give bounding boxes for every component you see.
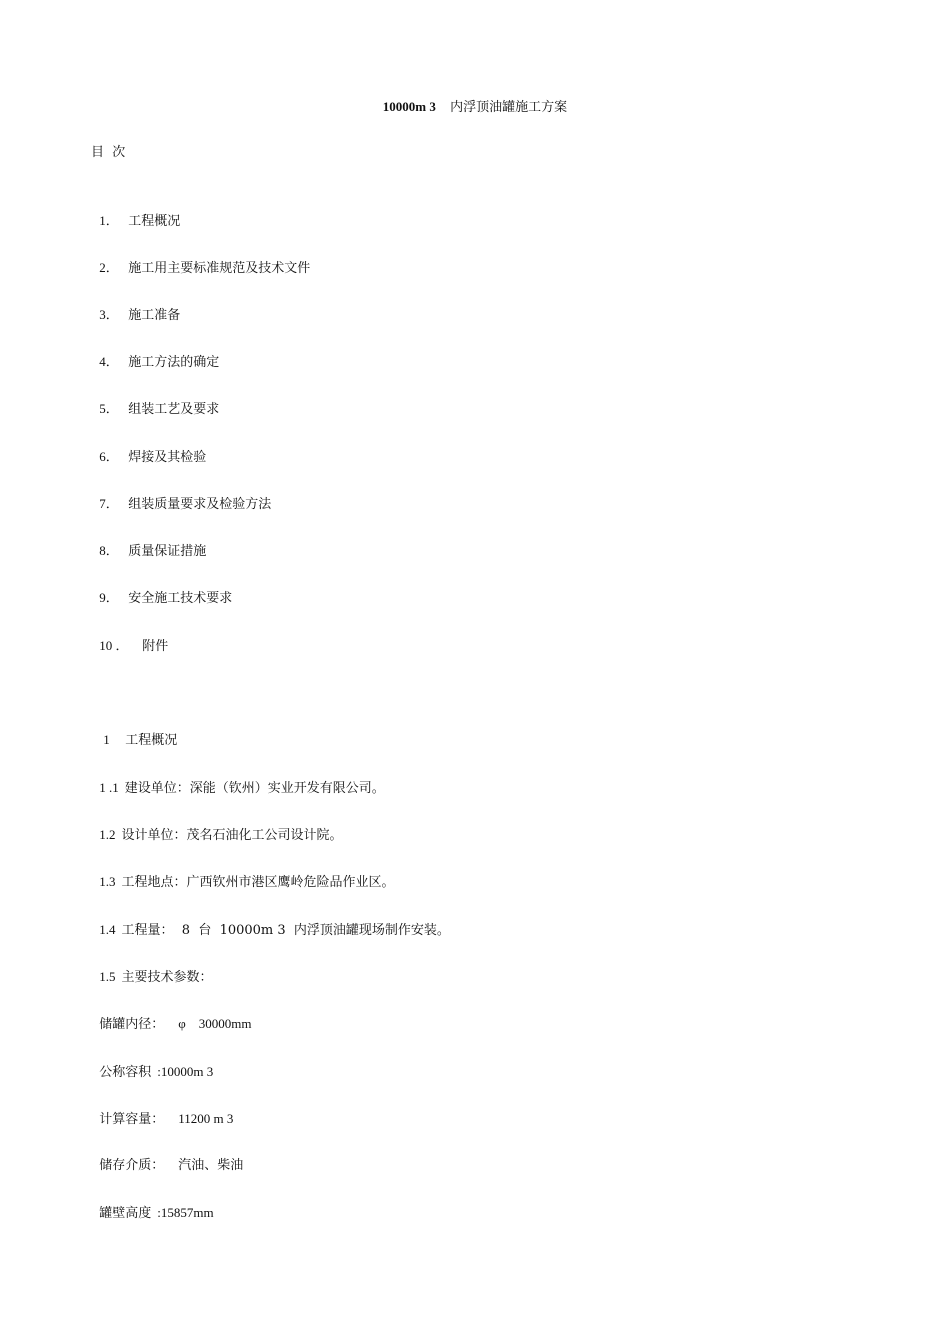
parameter-row (91, 994, 252, 1035)
toc-item-number: 7． (99, 496, 119, 511)
subsection-number: 1 .1 (99, 780, 119, 795)
toc-item (91, 332, 219, 373)
toc-item-label: 组装工艺及要求 (128, 402, 220, 417)
toc-item (91, 616, 168, 657)
subsection-number: 1.2 (99, 827, 116, 842)
section-heading (91, 710, 177, 751)
document-title (0, 97, 950, 118)
subsection-text: 主要技术参数： (121, 970, 213, 985)
toc-item-number: 1． (99, 213, 119, 228)
toc-item-number: 2． (99, 260, 119, 275)
subsection-item (91, 900, 450, 941)
toc-heading: 目 次 (91, 145, 126, 160)
subsection-text: 工程地点：广西钦州市港区鹰岭危险品作业区。 (121, 875, 395, 890)
parameter-value: φ 30000mm (178, 1016, 252, 1031)
parameter-label: 储存介质： (99, 1158, 165, 1173)
subsection-number: 1.3 (99, 874, 116, 889)
subsection-text: 建设单位：深能（钦州）实业开发有限公司。 (124, 781, 385, 796)
toc-item (91, 474, 271, 515)
toc-item-label: 施工方法的确定 (128, 355, 220, 370)
subsection-item (91, 947, 213, 988)
toc-item-label: 安全施工技术要求 (128, 591, 233, 606)
parameter-value: 11200 m 3 (178, 1111, 234, 1126)
parameter-label: 罐壁高度 (99, 1206, 152, 1221)
toc-item-number: 9． (99, 590, 119, 605)
title-capacity: 10000m 3 (382, 99, 436, 114)
parameter-row (91, 1089, 233, 1130)
toc-item-number: 10 ． (99, 638, 129, 653)
parameter-value: :10000m 3 (157, 1064, 214, 1079)
subsection-number: 1.5 (99, 969, 116, 984)
parameter-row (91, 1042, 213, 1083)
parameter-value: 汽油、柴油 (178, 1158, 244, 1173)
section-number: 1 (103, 732, 110, 747)
subsection-number: 1.4 (99, 922, 116, 937)
subsection-item (91, 852, 395, 893)
parameter-row (91, 1183, 214, 1224)
parameter-label: 储罐内径： (99, 1017, 165, 1032)
toc-item-label: 施工用主要标准规范及技术文件 (128, 261, 311, 276)
toc-item-label: 质量保证措施 (128, 544, 207, 559)
toc-item (91, 521, 206, 562)
toc-item (91, 191, 180, 232)
toc-item (91, 427, 206, 468)
toc-item (91, 285, 180, 326)
parameter-label: 计算容量： (99, 1112, 165, 1127)
parameter-row (91, 1136, 243, 1176)
toc-item-label: 附件 (142, 639, 169, 654)
toc-item-number: 6． (99, 449, 119, 464)
toc-item-label: 工程概况 (128, 214, 181, 229)
toc-item-number: 4． (99, 354, 119, 369)
toc-item-label: 焊接及其检验 (128, 450, 207, 465)
section-title: 工程概况 (125, 733, 178, 748)
title-text: 内浮顶油罐施工方案 (450, 100, 568, 115)
toc-item-label: 组装质量要求及检验方法 (128, 497, 272, 512)
parameter-label: 公称容积 (99, 1065, 152, 1080)
toc-item-label: 施工准备 (128, 308, 181, 323)
subsection-text: 设计单位：茂名石油化工公司设计院。 (121, 828, 343, 843)
parameter-value: :15857mm (157, 1205, 214, 1220)
toc-item-number: 8． (99, 543, 119, 558)
toc-item (91, 238, 310, 279)
toc-item (91, 568, 232, 609)
subsection-item (91, 805, 343, 846)
subsection-item (91, 758, 385, 799)
toc-item (91, 379, 219, 420)
toc-item-number: 5． (99, 401, 119, 416)
toc-item-number: 3． (99, 307, 119, 322)
subsection-text: 工程量： 8 台 10000m 3 内浮顶油罐现场制作安装。 (121, 923, 450, 938)
